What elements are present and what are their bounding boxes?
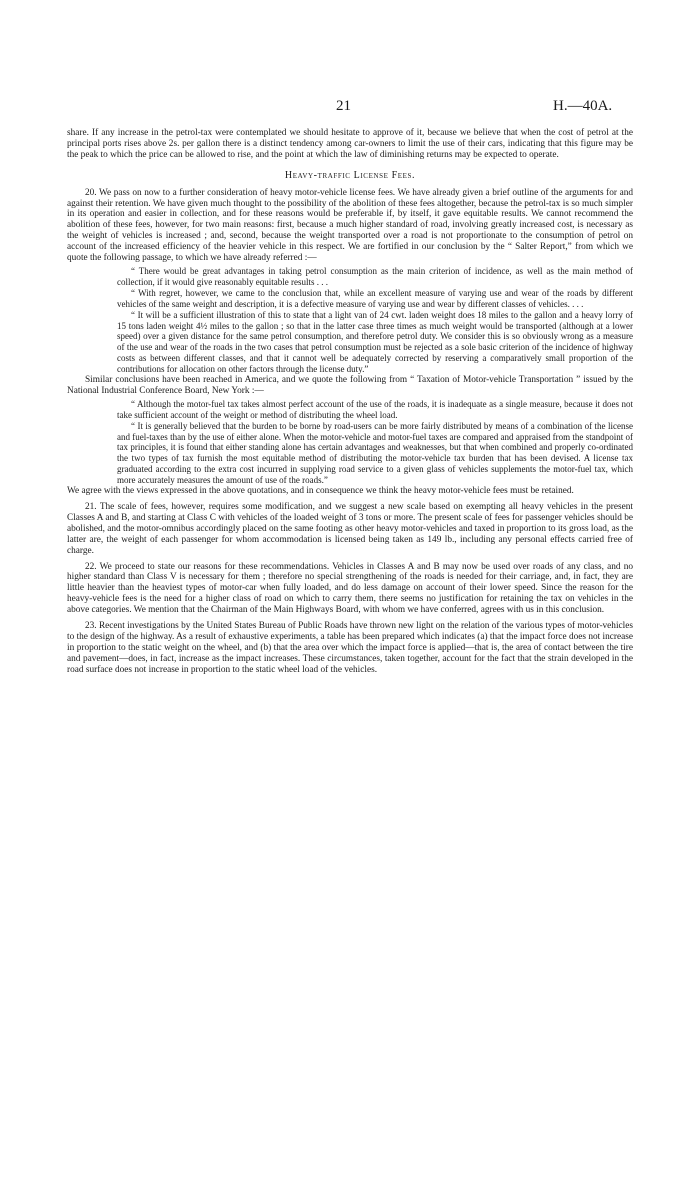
paragraph-20: 20. We pass on now to a further consideration of heavy motor-vehicle license fees. We have already given a brief outline of the arguments for and against their retention. We have given much thought to the possibility of the abolition of these fees altogether, because the petrol-tax is so much simpler in its operation and easier in collection, and for these reasons would be preferable if, by itself, it gave equitable results. We cannot recommend the abolition of these fees, however, for two main reasons: first, because a much higher standard of road, involving greatly increased cost, is necessary as the weight of vehicles is increased ; and, second, because the weight transported over a road is not proportionate to the consumption of petrol on account of the increased efficiency of the heavier vehicle in this respect. We are fortified in our conclusion by the “ Salter Report,” from which we quote the following passage, to which we have already referred :—: [67, 187, 633, 264]
page-number: 21: [336, 98, 351, 114]
document-reference: H.—40A.: [553, 98, 613, 114]
quote-salter-1: “ There would be great advantages in taking petrol consumption as the main criterion of incidence, as well as the main method of collection, if it would give reasonably equitable results . . .: [117, 265, 633, 287]
paragraph-21: 21. The scale of fees, however, requires some modification, and we suggest a new scale based on exempting all heavy vehicles in the present Classes A and B, and starting at Class C with vehicles of the loaded weight of 3 tons or more. The present scale of fees for passenger vehicles should be abolished, and the motor-omnibus accordingly placed on the same footing as other heavy motor-vehicles and taxed in proportion to its gross load, as the latter are, the weight of each passenger for whom accommodation is licensed being taken as 149 lb., including any personal effects carried free of charge.: [67, 502, 633, 556]
paragraph-22: 22. We proceed to state our reasons for these recommendations. Vehicles in Classes A and B may now be used over roads of any class, and no higher standard than Class V is necessary for them ; therefore no special strengthening of the roads is needed for their carriage, and, in fact, they are little heavier than the heaviest types of motor-car when fully loaded, and do less damage on account of their lower speed. Since the reason for the heavy-vehicle fees is the need for a higher class of road on which to carry them, there seems no justification for retaining the tax on vehicles in the above categories. We mention that the Chairman of the Main Highways Board, with whom we have conferred, agrees with us in this conclusion.: [67, 561, 633, 616]
document-body: [67, 128, 633, 676]
paragraph-similar-conclusions: Similar conclusions have been reached in America, and we quote the following from “ Taxation of Motor-vehicle Transportation ” issued by the National Industrial Conference Board, New York :—: [67, 375, 633, 396]
paragraph-agree: We agree with the views expressed in the above quotations, and in consequence we think the heavy motor-vehicle fees must be retained.: [67, 486, 574, 497]
section-heading: Heavy-traffic License Fees.: [284, 169, 416, 181]
quote-salter-3: “ It will be a sufficient illustration of this to state that a light van of 24 cwt. laden weight does 18 miles to the gallon and a heavy lorry of 15 tons laden weight 4½ miles to the gallon ; so that in the latter case three times as much weight would be transported (although at a lower speed) over a given distance for the same petrol consumption, and therefore petrol duty. We consider this is so obviously wrong as a measure of the use and wear of the roads in the two cases that petrol consumption must be rejected as a sole basic criterion of the incidence of highway costs as between different classes, and that it cannot well be adequately corrected by reserving a comparatively small proportion of the contributions for allocation on other factors through the license duty.”: [117, 309, 633, 375]
quote-america-2: “ It is generally believed that the burden to be borne by road-users can be more fairly distributed by means of a combination of the license and fuel-taxes than by the use of either alone. When the motor-vehicle and motor-fuel taxes are compared and appraised from the standpoint of tax principles, it is found that either standing alone has certain advantages and weaknesses, but that when combined and properly co-ordinated the two types of tax furnish the most equitable method of distributing the motor-vehicle tax burden that has been devised. A license tax graduated according to the extra cost incurred in supplying road service to a given glass of vehicles supplements the motor-fuel tax, which more accurately measures the amount of use of the roads.”: [117, 420, 633, 486]
page-header: [0, 98, 700, 118]
quote-america-1: “ Although the motor-fuel tax takes almost perfect account of the use of the roads, it is inadequate as a single measure, because it does not take sufficient account of the weight or method of distributing the wheel load.: [117, 398, 633, 420]
quote-salter-2: “ With regret, however, we came to the conclusion that, while an excellent measure of varying use and wear of the roads by different vehicles of the same weight and description, it is a defective measure of varying use and wear by different classes of vehicles. . . .: [117, 287, 633, 309]
paragraph-intro: share. If any increase in the petrol-tax were contemplated we should hesitate to approve of it, because we believe that when the cost of petrol at the principal ports rises above 2s. per gallon there is a distinct tendency among car-owners to limit the use of their cars, indicating that this figure may be the peak to which the price can be allowed to rise, and the point at which the law of diminishing returns may be expected to operate.: [67, 128, 633, 160]
paragraph-23: 23. Recent investigations by the United States Bureau of Public Roads have thrown new light on the relation of the various types of motor-vehicles to the design of the highway. As a result of exhaustive experiments, a table has been prepared which indicates (a) that the impact force does not increase in proportion to the static weight on the wheel, and (b) that the area over which the impact force is applied—that is, the area of contact between the tire and pavement—does, in fact, increase as the impact increases. These circumstances, taken together, account for the fact that the strain developed in the road surface does not increase in proportion to the static wheel load of the vehicles.: [67, 621, 633, 675]
